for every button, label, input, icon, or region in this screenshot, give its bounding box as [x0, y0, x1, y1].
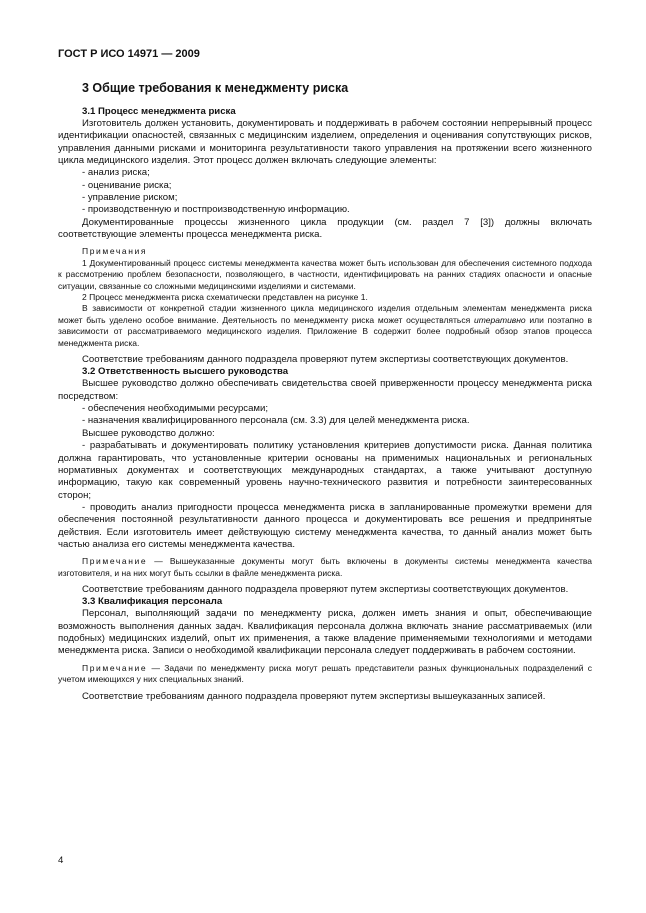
note-text: В зависимости от конкретной стадии жизненного цикла медицинского изделия отдельным элементам менеджмента риска может быть уделено особое внимание. Деятельность по менеджменту риска может осуществляться [58, 303, 592, 325]
list-item: - анализ риска; [82, 167, 150, 179]
paragraph: Документированные процессы жизненного цикла продукции (см. раздел 7 [3]) должны включать соответствующие элементы процесса менеджмента риска. [58, 216, 592, 241]
standard-header: ГОСТ Р ИСО 14971 — 2009 [58, 48, 200, 60]
list-item: - производственную и постпроизводственную информацию. [82, 204, 350, 216]
list-item: - разрабатывать и документировать политику установления критериев допустимости риска. Данная политика должна гарантировать, что установленные критерии основаны на применимых национальных и региональных нормативных документах и соответствующих международных стандартах, а также учитывают доступную информацию, такую как современный уровень научно-технического развития и потребности заинтересованных сторон; [58, 440, 592, 501]
notes-label: Примечания [82, 246, 148, 257]
paragraph: Высшее руководство должно: [82, 427, 215, 439]
compliance-paragraph: Соответствие требованиям данного подраздела проверяют путем экспертизы соответствующих документов. [82, 584, 569, 596]
subsection-3-2-title: 3.2 Ответственность высшего руководства [82, 366, 289, 378]
note [58, 303, 592, 349]
note-label: Примечание [82, 662, 148, 673]
note-text: — Задачи по менеджменту риска могут решать представители разных функциональных подразделений с учетом имеющихся у них специальных знаний. [58, 662, 592, 685]
note-text: или поэтапно в зависимости от рассматриваемого медицинского изделия. Приложение В содержит более подробный обзор этапов процесса менеджмента риска. [58, 314, 592, 348]
list-item: - управление риском; [82, 192, 178, 204]
compliance-paragraph: Соответствие требованиям данного подраздела проверяют путем экспертизы соответствующих документов. [82, 354, 569, 366]
list-item: - назначения квалифицированного персонала (см. 3.3) для целей менеджмента риска. [82, 415, 470, 427]
subsection-3-3-title: 3.3 Квалификация персонала [82, 596, 223, 608]
list-item: - проводить анализ пригодности процесса менеджмента риска в запланированные промежутки времени для обеспечения постоянной результативности данного процесса и документировать все решения и предпринятые действия. Если изготовитель имеет действующую систему менеджмента качества, то данный анализ может быть частью анализа его системы менеджмента качества. [58, 501, 592, 550]
page-number: 4 [58, 855, 64, 866]
page-body [58, 78, 592, 703]
section-3-title: 3 Общие требования к менеджменту риска [82, 81, 349, 95]
compliance-paragraph: Соответствие требованиям данного подраздела проверяют путем экспертизы вышеуказанных записей. [82, 690, 546, 702]
list-item: - оценивание риска; [82, 179, 172, 191]
subsection-3-1-title: 3.1 Процесс менеджмента риска [82, 106, 236, 117]
list-item: - обеспечения необходимыми ресурсами; [82, 403, 269, 415]
note-italic-text: итеративно [474, 314, 526, 325]
note [58, 663, 592, 686]
paragraph: Изготовитель должен установить, документировать и поддерживать в рабочем состоянии непрерывный процесс идентификации опасностей, связанных с медицинским изделием, определения и оценивания сопутствующих рисков, управления данными рисками и мониторинга результативности такого управления на протяжении всего жизненного цикла медицинского изделия. Этот процесс должен включать следующие элементы: [58, 118, 592, 167]
note-label: Примечание [82, 556, 148, 567]
note [58, 556, 592, 579]
note: 1 Документированный процесс системы менеджмента качества может быть использован для обеспечения системного подхода к рассмотрению проблем безопасности, позволяющего, в частности, идентифицировать на ранних стадиях опасности и опасные ситуации, связанные со сложными медицинскими изделиями и системами. [58, 257, 592, 291]
paragraph: Персонал, выполняющий задачи по менеджменту риска, должен иметь знания и опыт, обеспечивающие возможность выполнения данных задач. Квалификация персонала должна включать знание рассматриваемых (или подобных) медицинских изделий, опыт их применения, а также владение применяемыми технологиями и методами менеджмента риска. Записи о необходимой квалификации персонала следует поддерживать в рабочем состоянии. [58, 608, 592, 657]
note: 2 Процесс менеджмента риска схематически представлен на рисунке 1. [82, 292, 368, 303]
note-text: — Вышеуказанные документы могут быть включены в документы системы менеджмента качества изготовителя, и на них могут быть ссылки в файле менеджмента риска. [58, 556, 592, 578]
paragraph: Высшее руководство должно обеспечивать свидетельства своей приверженности процессу менеджмента риска посредством: [58, 378, 592, 402]
